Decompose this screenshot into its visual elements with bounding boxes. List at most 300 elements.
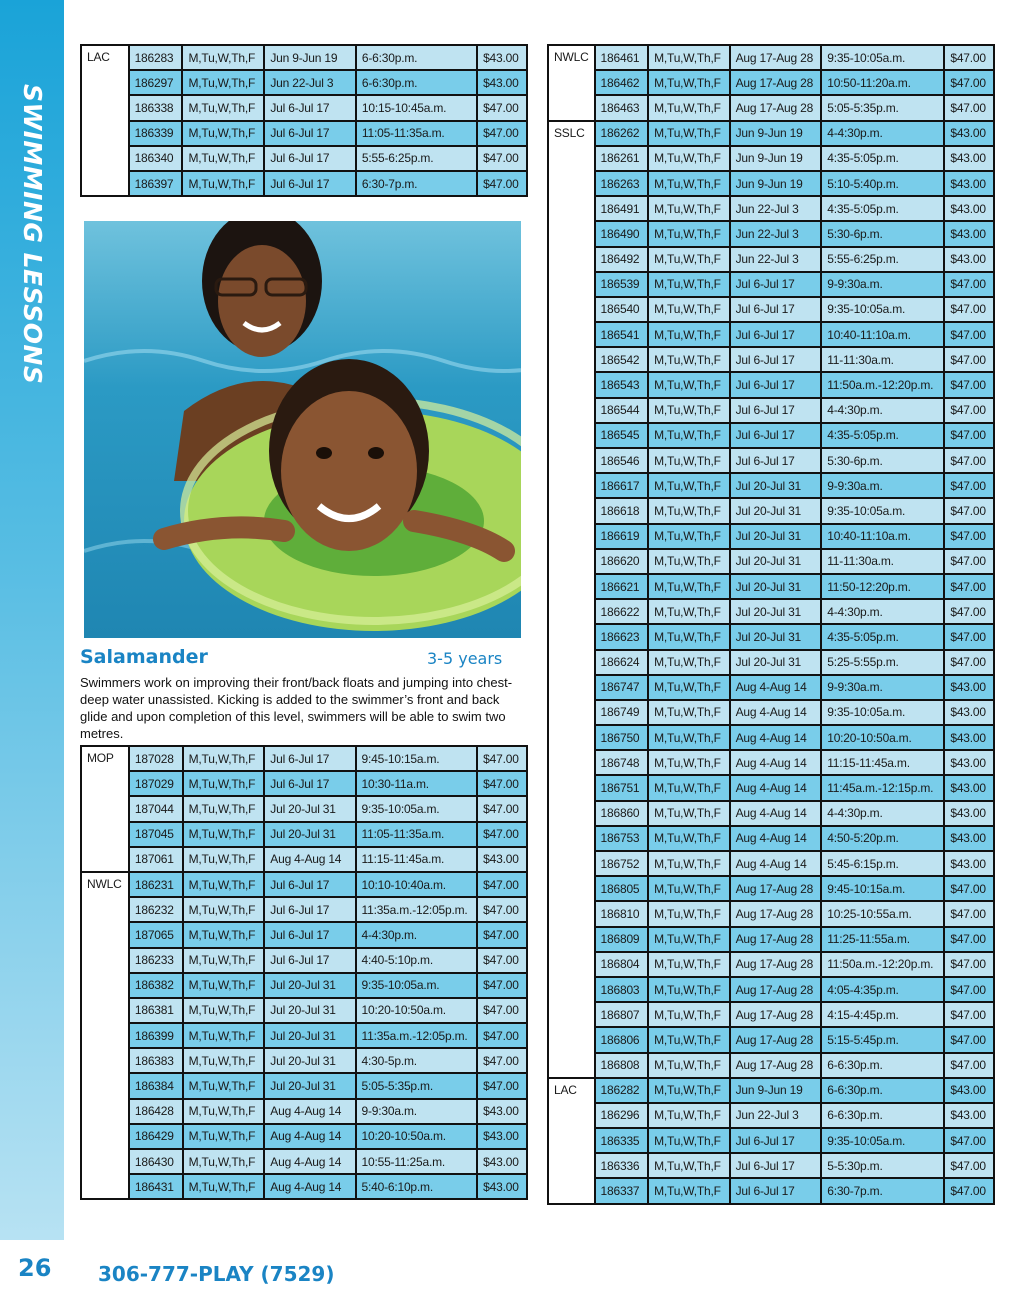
price-cell: $47.00 [944, 45, 994, 70]
price-cell: $47.00 [944, 322, 994, 347]
price-cell: $47.00 [944, 95, 994, 120]
price-cell: $47.00 [477, 121, 527, 146]
dates-cell: Aug 17-Aug 28 [730, 901, 822, 926]
days-cell: M,Tu,W,Th,F [648, 599, 730, 624]
table-row [548, 700, 994, 725]
course-code-cell: 187061 [129, 847, 183, 872]
dates-cell: Aug 4-Aug 14 [264, 1099, 355, 1124]
level-title: Salamander [80, 646, 208, 668]
dates-cell: Jul 6-Jul 17 [730, 372, 822, 397]
price-cell: $43.00 [944, 146, 994, 171]
days-cell: M,Tu,W,Th,F [648, 1128, 730, 1153]
dates-cell: Aug 17-Aug 28 [730, 952, 822, 977]
swim-photo [84, 221, 521, 638]
table-row [81, 1073, 527, 1098]
course-code-cell: 186748 [595, 750, 649, 775]
time-cell: 9:35-10:05a.m. [821, 45, 944, 70]
days-cell: M,Tu,W,Th,F [183, 822, 265, 847]
table-row [548, 1002, 994, 1027]
days-cell: M,Tu,W,Th,F [648, 45, 730, 70]
dates-cell: Jun 9-Jun 19 [730, 1078, 822, 1103]
table-row [81, 121, 527, 146]
time-cell: 4:05-4:35p.m. [821, 977, 944, 1002]
price-cell: $47.00 [944, 398, 994, 423]
phone-number[interactable]: 306-777-PLAY (7529) [98, 1262, 335, 1286]
course-code-cell: 186282 [595, 1078, 649, 1103]
dates-cell: Jul 6-Jul 17 [264, 121, 356, 146]
table-row [548, 372, 994, 397]
time-cell: 5:45-6:15p.m. [821, 851, 944, 876]
days-cell: M,Tu,W,Th,F [183, 1023, 265, 1048]
price-cell: $47.00 [477, 1073, 527, 1098]
course-code-cell: 186263 [595, 171, 649, 196]
price-cell: $47.00 [477, 822, 527, 847]
time-cell: 9-9:30a.m. [356, 1099, 478, 1124]
dates-cell: Jul 20-Jul 31 [730, 473, 822, 498]
days-cell: M,Tu,W,Th,F [648, 347, 730, 372]
price-cell: $43.00 [944, 1103, 994, 1128]
price-cell: $43.00 [477, 70, 527, 95]
price-cell: $47.00 [477, 146, 527, 171]
course-code-cell: 186397 [129, 171, 183, 196]
course-code-cell: 186283 [129, 45, 183, 70]
time-cell: 11:35a.m.-12:05p.m. [356, 897, 478, 922]
days-cell: M,Tu,W,Th,F [648, 423, 730, 448]
price-cell: $47.00 [477, 872, 527, 897]
price-cell: $43.00 [944, 121, 994, 146]
table-row [548, 272, 994, 297]
time-cell: 11:50-12:20p.m. [821, 574, 944, 599]
price-cell: $43.00 [477, 45, 527, 70]
table-row [548, 297, 994, 322]
time-cell: 5:40-6:10p.m. [356, 1174, 478, 1199]
table-row [548, 599, 994, 624]
days-cell: M,Tu,W,Th,F [648, 95, 730, 120]
days-cell: M,Tu,W,Th,F [648, 851, 730, 876]
course-code-cell: 186296 [595, 1103, 649, 1128]
table-row [548, 45, 994, 70]
price-cell: $47.00 [477, 998, 527, 1023]
days-cell: M,Tu,W,Th,F [182, 95, 264, 120]
course-code-cell: 186620 [595, 549, 649, 574]
days-cell: M,Tu,W,Th,F [648, 448, 730, 473]
table-row [548, 952, 994, 977]
time-cell: 9:35-10:05a.m. [356, 973, 478, 998]
days-cell: M,Tu,W,Th,F [183, 771, 265, 796]
course-code-cell: 186805 [595, 876, 649, 901]
time-cell: 10:30-11a.m. [356, 771, 478, 796]
table-row [548, 977, 994, 1002]
table-row [548, 725, 994, 750]
table-row [81, 1048, 527, 1073]
price-cell: $47.00 [944, 977, 994, 1002]
table-row [548, 524, 994, 549]
days-cell: M,Tu,W,Th,F [648, 700, 730, 725]
time-cell: 9:35-10:05a.m. [821, 700, 944, 725]
days-cell: M,Tu,W,Th,F [648, 952, 730, 977]
days-cell: M,Tu,W,Th,F [183, 1124, 265, 1149]
table-row [548, 196, 994, 221]
table-row [548, 1178, 994, 1203]
time-cell: 6-6:30p.m. [821, 1053, 944, 1078]
table-row [548, 574, 994, 599]
table-row [548, 1053, 994, 1078]
table-row [548, 473, 994, 498]
time-cell: 4-4:30p.m. [821, 121, 944, 146]
time-cell: 9:45-10:15a.m. [356, 746, 478, 771]
location-cell: SSLC [548, 121, 595, 1078]
table-row [548, 448, 994, 473]
course-code-cell: 186751 [595, 775, 649, 800]
dates-cell: Jul 6-Jul 17 [730, 1128, 822, 1153]
price-cell: $47.00 [944, 574, 994, 599]
days-cell: M,Tu,W,Th,F [648, 549, 730, 574]
course-code-cell: 186462 [595, 70, 649, 95]
time-cell: 10:20-10:50a.m. [356, 998, 478, 1023]
dates-cell: Aug 17-Aug 28 [730, 70, 822, 95]
time-cell: 4:35-5:05p.m. [821, 423, 944, 448]
price-cell: $47.00 [477, 95, 527, 120]
dates-cell: Jul 20-Jul 31 [730, 624, 822, 649]
days-cell: M,Tu,W,Th,F [648, 801, 730, 826]
time-cell: 9-9:30a.m. [821, 473, 944, 498]
dates-cell: Aug 4-Aug 14 [730, 675, 822, 700]
days-cell: M,Tu,W,Th,F [648, 574, 730, 599]
price-cell: $47.00 [477, 922, 527, 947]
price-cell: $43.00 [944, 700, 994, 725]
table-row [548, 1078, 994, 1103]
course-code-cell: 186491 [595, 196, 649, 221]
dates-cell: Jul 6-Jul 17 [730, 448, 822, 473]
time-cell: 10:55-11:25a.m. [356, 1149, 478, 1174]
days-cell: M,Tu,W,Th,F [648, 171, 730, 196]
table-row [548, 423, 994, 448]
course-code-cell: 187065 [129, 922, 183, 947]
dates-cell: Jul 6-Jul 17 [730, 423, 822, 448]
price-cell: $47.00 [944, 599, 994, 624]
table-row [548, 95, 994, 120]
course-code-cell: 186340 [129, 146, 183, 171]
table-row [81, 1099, 527, 1124]
dates-cell: Jun 9-Jun 19 [730, 171, 822, 196]
course-code-cell: 186544 [595, 398, 649, 423]
course-code-cell: 186431 [129, 1174, 183, 1199]
time-cell: 4-4:30p.m. [356, 922, 478, 947]
days-cell: M,Tu,W,Th,F [183, 973, 265, 998]
time-cell: 11:15-11:45a.m. [356, 847, 478, 872]
price-cell: $43.00 [944, 196, 994, 221]
table-row [81, 171, 527, 196]
level-age: 3-5 years [427, 649, 503, 668]
course-code-cell: 186617 [595, 473, 649, 498]
table-row [81, 948, 527, 973]
dates-cell: Jul 6-Jul 17 [264, 872, 355, 897]
time-cell: 4:30-5p.m. [356, 1048, 478, 1073]
dates-cell: Jul 20-Jul 31 [730, 574, 822, 599]
table-row [548, 1103, 994, 1128]
time-cell: 4:15-4:45p.m. [821, 1002, 944, 1027]
course-code-cell: 186383 [129, 1048, 183, 1073]
course-code-cell: 186752 [595, 851, 649, 876]
dates-cell: Jul 6-Jul 17 [730, 322, 822, 347]
time-cell: 5-5:30p.m. [821, 1153, 944, 1178]
days-cell: M,Tu,W,Th,F [648, 473, 730, 498]
days-cell: M,Tu,W,Th,F [648, 398, 730, 423]
dates-cell: Aug 4-Aug 14 [264, 1174, 355, 1199]
price-cell: $47.00 [944, 347, 994, 372]
course-code-cell: 186233 [129, 948, 183, 973]
price-cell: $43.00 [944, 775, 994, 800]
location-cell: NWLC [81, 872, 129, 1199]
price-cell: $47.00 [477, 771, 527, 796]
table-row [81, 746, 527, 771]
days-cell: M,Tu,W,Th,F [182, 70, 264, 95]
course-code-cell: 186807 [595, 1002, 649, 1027]
dates-cell: Jul 6-Jul 17 [264, 95, 356, 120]
schedule-table-salamander [80, 745, 528, 1200]
days-cell: M,Tu,W,Th,F [648, 725, 730, 750]
table-row [548, 801, 994, 826]
price-cell: $47.00 [944, 448, 994, 473]
price-cell: $47.00 [477, 746, 527, 771]
course-code-cell: 187044 [129, 796, 183, 821]
course-code-cell: 186803 [595, 977, 649, 1002]
course-code-cell: 186338 [129, 95, 183, 120]
time-cell: 11:05-11:35a.m. [356, 121, 477, 146]
course-code-cell: 186539 [595, 272, 649, 297]
price-cell: $43.00 [477, 1099, 527, 1124]
price-cell: $47.00 [944, 473, 994, 498]
days-cell: M,Tu,W,Th,F [648, 826, 730, 851]
dates-cell: Jun 22-Jul 3 [730, 196, 822, 221]
dates-cell: Jul 6-Jul 17 [264, 746, 355, 771]
time-cell: 11:25-11:55a.m. [821, 927, 944, 952]
time-cell: 11-11:30a.m. [821, 549, 944, 574]
course-code-cell: 186261 [595, 146, 649, 171]
course-code-cell: 186335 [595, 1128, 649, 1153]
price-cell: $47.00 [944, 1002, 994, 1027]
course-code-cell: 186297 [129, 70, 183, 95]
table-row [548, 146, 994, 171]
time-cell: 11:50a.m.-12:20p.m. [821, 952, 944, 977]
course-code-cell: 186749 [595, 700, 649, 725]
days-cell: M,Tu,W,Th,F [648, 221, 730, 246]
dates-cell: Aug 17-Aug 28 [730, 1053, 822, 1078]
location-cell: LAC [81, 45, 129, 196]
days-cell: M,Tu,W,Th,F [183, 1099, 265, 1124]
days-cell: M,Tu,W,Th,F [648, 750, 730, 775]
days-cell: M,Tu,W,Th,F [182, 146, 264, 171]
time-cell: 6:30-7p.m. [356, 171, 477, 196]
time-cell: 11:35a.m.-12:05p.m. [356, 1023, 478, 1048]
dates-cell: Jul 20-Jul 31 [264, 998, 355, 1023]
time-cell: 5:25-5:55p.m. [821, 650, 944, 675]
dates-cell: Aug 17-Aug 28 [730, 927, 822, 952]
price-cell: $47.00 [944, 650, 994, 675]
price-cell: $43.00 [944, 801, 994, 826]
table-row [548, 1153, 994, 1178]
table-row [548, 549, 994, 574]
time-cell: 6-6:30p.m. [356, 70, 477, 95]
time-cell: 11:50a.m.-12:20p.m. [821, 372, 944, 397]
time-cell: 10:50-11:20a.m. [821, 70, 944, 95]
photo-mother-child-swim-ring-icon [84, 221, 521, 638]
section-title: SWIMMING LESSONS [18, 84, 47, 385]
price-cell: $47.00 [477, 948, 527, 973]
course-code-cell: 186753 [595, 826, 649, 851]
price-cell: $43.00 [944, 725, 994, 750]
days-cell: M,Tu,W,Th,F [648, 901, 730, 926]
time-cell: 10:20-10:50a.m. [356, 1124, 478, 1149]
time-cell: 5:05-5:35p.m. [821, 95, 944, 120]
dates-cell: Jul 20-Jul 31 [264, 796, 355, 821]
price-cell: $47.00 [944, 1128, 994, 1153]
table-row [548, 121, 994, 146]
time-cell: 5:15-5:45p.m. [821, 1027, 944, 1052]
days-cell: M,Tu,W,Th,F [648, 498, 730, 523]
table-row [548, 901, 994, 926]
table-row [548, 70, 994, 95]
dates-cell: Aug 4-Aug 14 [730, 801, 822, 826]
days-cell: M,Tu,W,Th,F [648, 372, 730, 397]
time-cell: 6:30-7p.m. [821, 1178, 944, 1203]
price-cell: $47.00 [477, 897, 527, 922]
course-code-cell: 186430 [129, 1149, 183, 1174]
course-code-cell: 186540 [595, 297, 649, 322]
days-cell: M,Tu,W,Th,F [182, 121, 264, 146]
days-cell: M,Tu,W,Th,F [182, 171, 264, 196]
price-cell: $43.00 [477, 1149, 527, 1174]
price-cell: $47.00 [944, 927, 994, 952]
price-cell: $47.00 [944, 1027, 994, 1052]
table-row [81, 1149, 527, 1174]
dates-cell: Aug 4-Aug 14 [264, 1149, 355, 1174]
course-code-cell: 186492 [595, 247, 649, 272]
dates-cell: Jul 6-Jul 17 [264, 171, 356, 196]
course-code-cell: 186337 [595, 1178, 649, 1203]
price-cell: $43.00 [477, 847, 527, 872]
course-code-cell: 186619 [595, 524, 649, 549]
days-cell: M,Tu,W,Th,F [183, 922, 265, 947]
time-cell: 11:45a.m.-12:15p.m. [821, 775, 944, 800]
days-cell: M,Tu,W,Th,F [648, 146, 730, 171]
table-row [548, 876, 994, 901]
dates-cell: Jul 20-Jul 31 [730, 599, 822, 624]
time-cell: 10:40-11:10a.m. [821, 524, 944, 549]
course-code-cell: 186381 [129, 998, 183, 1023]
price-cell: $47.00 [944, 1178, 994, 1203]
days-cell: M,Tu,W,Th,F [183, 998, 265, 1023]
dates-cell: Jul 6-Jul 17 [730, 272, 822, 297]
course-code-cell: 186463 [595, 95, 649, 120]
price-cell: $47.00 [944, 1053, 994, 1078]
table-row [81, 973, 527, 998]
dates-cell: Jul 6-Jul 17 [264, 897, 355, 922]
level-description: Swimmers work on improving their front/back floats and jumping into chest-deep water unassisted. Kicking is added to the swimmer’s front and back glide and upon completion of this level, swimmers will be able to swim two metres. [80, 675, 513, 741]
dates-cell: Aug 17-Aug 28 [730, 977, 822, 1002]
dates-cell: Aug 4-Aug 14 [264, 1124, 355, 1149]
dates-cell: Aug 4-Aug 14 [730, 851, 822, 876]
dates-cell: Jun 22-Jul 3 [730, 221, 822, 246]
course-code-cell: 186860 [595, 801, 649, 826]
price-cell: $47.00 [944, 423, 994, 448]
days-cell: M,Tu,W,Th,F [648, 977, 730, 1002]
days-cell: M,Tu,W,Th,F [648, 1078, 730, 1103]
time-cell: 4:40-5:10p.m. [356, 948, 478, 973]
course-code-cell: 186808 [595, 1053, 649, 1078]
table-row [548, 221, 994, 246]
dates-cell: Aug 4-Aug 14 [264, 847, 355, 872]
course-code-cell: 186622 [595, 599, 649, 624]
time-cell: 5:55-6:25p.m. [821, 247, 944, 272]
dates-cell: Jul 20-Jul 31 [730, 498, 822, 523]
dates-cell: Aug 17-Aug 28 [730, 95, 822, 120]
time-cell: 9:35-10:05a.m. [821, 1128, 944, 1153]
dates-cell: Jul 20-Jul 31 [730, 524, 822, 549]
time-cell: 10:40-11:10a.m. [821, 322, 944, 347]
days-cell: M,Tu,W,Th,F [183, 1073, 265, 1098]
time-cell: 4-4:30p.m. [821, 599, 944, 624]
table-row [548, 750, 994, 775]
course-code-cell: 187029 [129, 771, 183, 796]
table-row [81, 95, 527, 120]
time-cell: 4-4:30p.m. [821, 801, 944, 826]
dates-cell: Jun 22-Jul 3 [264, 70, 356, 95]
price-cell: $43.00 [944, 171, 994, 196]
course-code-cell: 186232 [129, 897, 183, 922]
dates-cell: Jun 9-Jun 19 [730, 146, 822, 171]
price-cell: $47.00 [477, 1048, 527, 1073]
course-code-cell: 186806 [595, 1027, 649, 1052]
dates-cell: Jun 22-Jul 3 [730, 1103, 822, 1128]
table-row [548, 851, 994, 876]
time-cell: 4:35-5:05p.m. [821, 624, 944, 649]
table-row [548, 247, 994, 272]
dates-cell: Aug 4-Aug 14 [730, 750, 822, 775]
course-code-cell: 186621 [595, 574, 649, 599]
time-cell: 10:20-10:50a.m. [821, 725, 944, 750]
time-cell: 11:05-11:35a.m. [356, 822, 478, 847]
time-cell: 11-11:30a.m. [821, 347, 944, 372]
price-cell: $47.00 [477, 973, 527, 998]
course-code-cell: 186262 [595, 121, 649, 146]
location-cell: LAC [548, 1078, 595, 1204]
time-cell: 5:10-5:40p.m. [821, 171, 944, 196]
course-code-cell: 186541 [595, 322, 649, 347]
price-cell: $47.00 [477, 796, 527, 821]
time-cell: 6-6:30p.m. [821, 1103, 944, 1128]
days-cell: M,Tu,W,Th,F [183, 1174, 265, 1199]
dates-cell: Jul 6-Jul 17 [264, 922, 355, 947]
table-row [81, 771, 527, 796]
dates-cell: Aug 4-Aug 14 [730, 725, 822, 750]
time-cell: 9-9:30a.m. [821, 675, 944, 700]
table-row [81, 872, 527, 897]
table-row [81, 922, 527, 947]
dates-cell: Jul 20-Jul 31 [730, 650, 822, 675]
table-row [548, 347, 994, 372]
course-code-cell: 186428 [129, 1099, 183, 1124]
dates-cell: Aug 17-Aug 28 [730, 1002, 822, 1027]
course-code-cell: 186399 [129, 1023, 183, 1048]
days-cell: M,Tu,W,Th,F [648, 775, 730, 800]
price-cell: $47.00 [477, 1023, 527, 1048]
time-cell: 9-9:30a.m. [821, 272, 944, 297]
price-cell: $43.00 [944, 221, 994, 246]
table-row [548, 650, 994, 675]
days-cell: M,Tu,W,Th,F [183, 872, 265, 897]
time-cell: 4:50-5:20p.m. [821, 826, 944, 851]
